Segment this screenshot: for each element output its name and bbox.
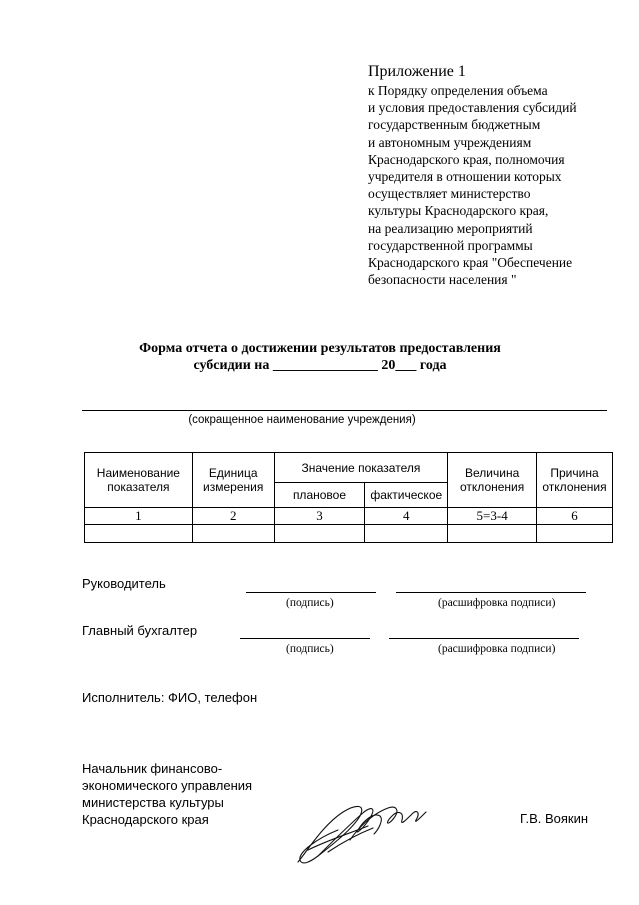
header-reason: Причина отклонения: [537, 453, 613, 508]
signer-position-line: экономического управления: [82, 778, 253, 793]
appendix-line: и условия предоставления субсидий: [368, 100, 577, 116]
table-row[interactable]: [85, 525, 613, 543]
signer-position-line: Начальник финансово-: [82, 761, 223, 776]
appendix-line: осуществляет министерство: [368, 186, 531, 202]
appendix-line: на реализацию мероприятий: [368, 220, 533, 236]
column-number: 5=3-4: [448, 508, 537, 525]
table-cell[interactable]: [537, 525, 613, 543]
table-numbering-row: [85, 508, 613, 525]
accountant-decode-caption: (расшифровка подписи): [438, 643, 556, 655]
accountant-name-line[interactable]: [389, 638, 579, 639]
appendix-header: [368, 62, 630, 288]
header-indicator-name: Наименование показателя: [85, 453, 193, 508]
appendix-line: учредителя в отношении которых: [368, 169, 562, 185]
form-title-line1: Форма отчета о достижении результатов предоставления: [139, 341, 501, 356]
executor-line: Исполнитель: ФИО, телефон: [82, 690, 258, 705]
header-indicator-value: Значение показателя: [274, 453, 448, 483]
column-number: 6: [537, 508, 613, 525]
appendix-line: и автономным учреждениям: [368, 134, 532, 150]
column-number: 1: [85, 508, 193, 525]
table-cell[interactable]: [192, 525, 274, 543]
director-signature-line[interactable]: [246, 592, 376, 593]
appendix-line: к Порядку определения объема: [368, 83, 548, 98]
signer-position-line: Краснодарского края: [82, 812, 209, 827]
column-number: 4: [365, 508, 448, 525]
institution-caption: (сокращенное наименование учреждения): [188, 414, 416, 426]
header-actual: фактическое: [365, 483, 448, 508]
signer-name: Г.В. Воякин: [520, 811, 589, 826]
institution-name-line[interactable]: [82, 410, 607, 411]
header-planned: плановое: [274, 483, 365, 508]
table-header-row: [85, 453, 613, 483]
director-decode-caption: (расшифровка подписи): [438, 597, 556, 609]
appendix-line: культуры Краснодарского края,: [368, 203, 549, 219]
report-table: [84, 452, 613, 543]
accountant-signature-line[interactable]: [240, 638, 370, 639]
accountant-label: Главный бухгалтер: [82, 623, 198, 638]
table-cell[interactable]: [274, 525, 365, 543]
appendix-line: государственной программы: [368, 237, 533, 253]
table-cell[interactable]: [448, 525, 537, 543]
signer-position-line: министерства культуры: [82, 795, 224, 810]
director-label: Руководитель: [82, 576, 166, 591]
accountant-sign-caption: (подпись): [286, 643, 334, 655]
header-unit: Единица измерения: [192, 453, 274, 508]
header-deviation: Величина отклонения: [448, 453, 537, 508]
column-number: 3: [274, 508, 365, 525]
column-number: 2: [192, 508, 274, 525]
form-title: [80, 340, 560, 374]
appendix-line: безопасности населения ": [368, 272, 517, 288]
form-title-line2: субсидии на _______________ 20___ года: [193, 358, 447, 373]
appendix-title: Приложение 1: [368, 63, 466, 80]
appendix-text: [368, 82, 630, 288]
appendix-line: государственным бюджетным: [368, 117, 541, 133]
director-sign-caption: (подпись): [286, 597, 334, 609]
handwritten-signature: [288, 790, 448, 870]
director-name-line[interactable]: [396, 592, 586, 593]
table-cell[interactable]: [365, 525, 448, 543]
appendix-line: Краснодарского края, полномочия: [368, 151, 565, 167]
table-cell[interactable]: [85, 525, 193, 543]
appendix-line: Краснодарского края "Обеспечение: [368, 255, 573, 271]
signer-position: [82, 760, 252, 828]
